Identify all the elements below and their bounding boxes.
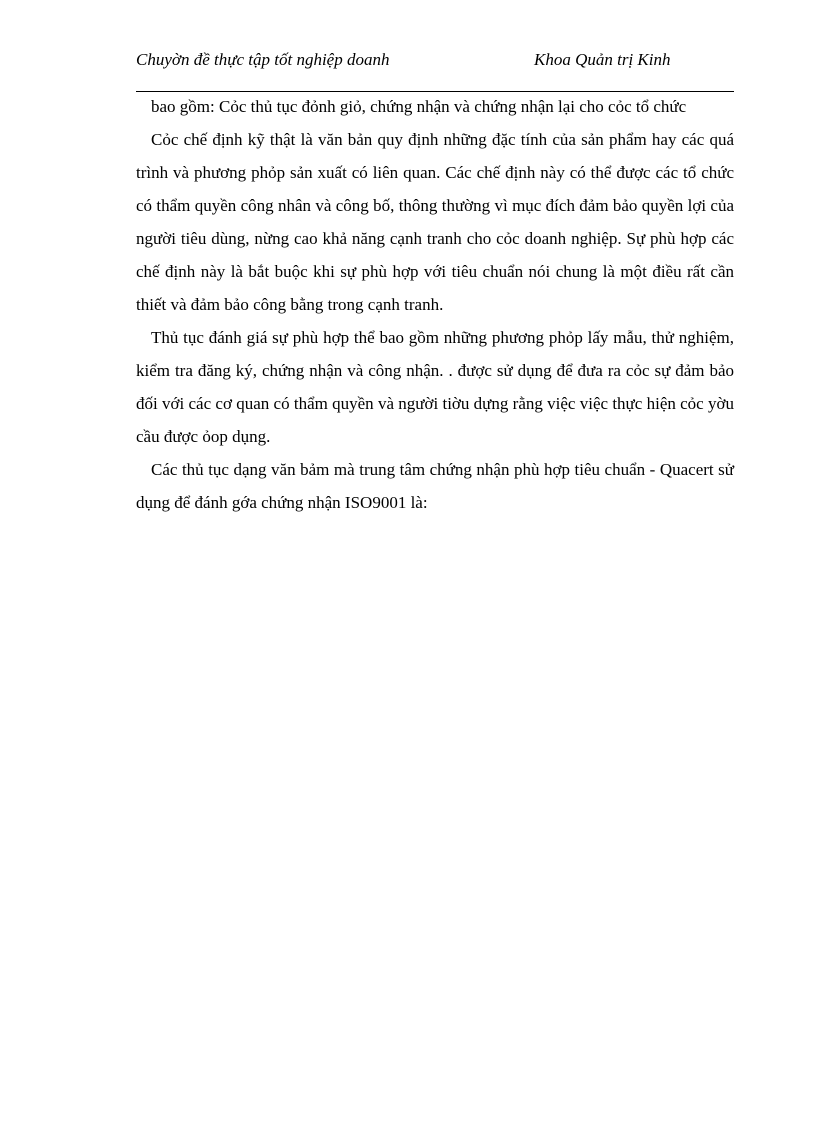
header-left-text: Chuyờn đề thực tập tốt nghiệp doanh [136,50,390,69]
document-body [136,90,734,519]
page-header [136,49,736,93]
paragraph-continuation: bao gồm: Cỏc thủ tục đỏnh giỏ, chứng nhận và chứng nhận lại cho cỏc tổ chức [151,97,687,116]
paragraph-technical-regulations: Cỏc chế định kỹ thật là văn bản quy định những đặc tính của sản phẩm hay các quá trình và phương phỏp sản xuất có liên quan. Các chế định này có thể được các tổ chức có thẩm quyền công nhân và công bố, thông thường vì mục đích đảm bảo quyền lợi của người tiêu dùng, nừng cao khả năng cạnh tranh cho cỏc doanh nghiệp. Sự phù hợp các chế định này là bắt buộc khi sự phù hợp với tiêu chuẩn nói chung là một điều rất cần thiết và đảm bảo công bằng trong cạnh tranh. [136,130,734,314]
paragraph-quacert-procedures: Các thủ tục dạng văn bảm mà trung tâm chứng nhận phù hợp tiêu chuẩn - Quacert sử dụng để đánh gớa chứng nhận ISO9001 là: [136,460,734,512]
paragraph-conformity-assessment: Thủ tục đánh giá sự phù hợp thể bao gồm những phương phỏp lấy mẫu, thử nghiệm, kiểm tra đăng ký, chứng nhận và công nhận. . được sử dụng để đưa ra cỏc sự đảm bảo đối với các cơ quan có thẩm quyền và người tiờu dựng rằng việc việc thực hiện cỏc yờu cầu được ỏop dụng. [136,328,734,446]
header-right-text: Khoa Quản trị Kinh [534,50,671,69]
